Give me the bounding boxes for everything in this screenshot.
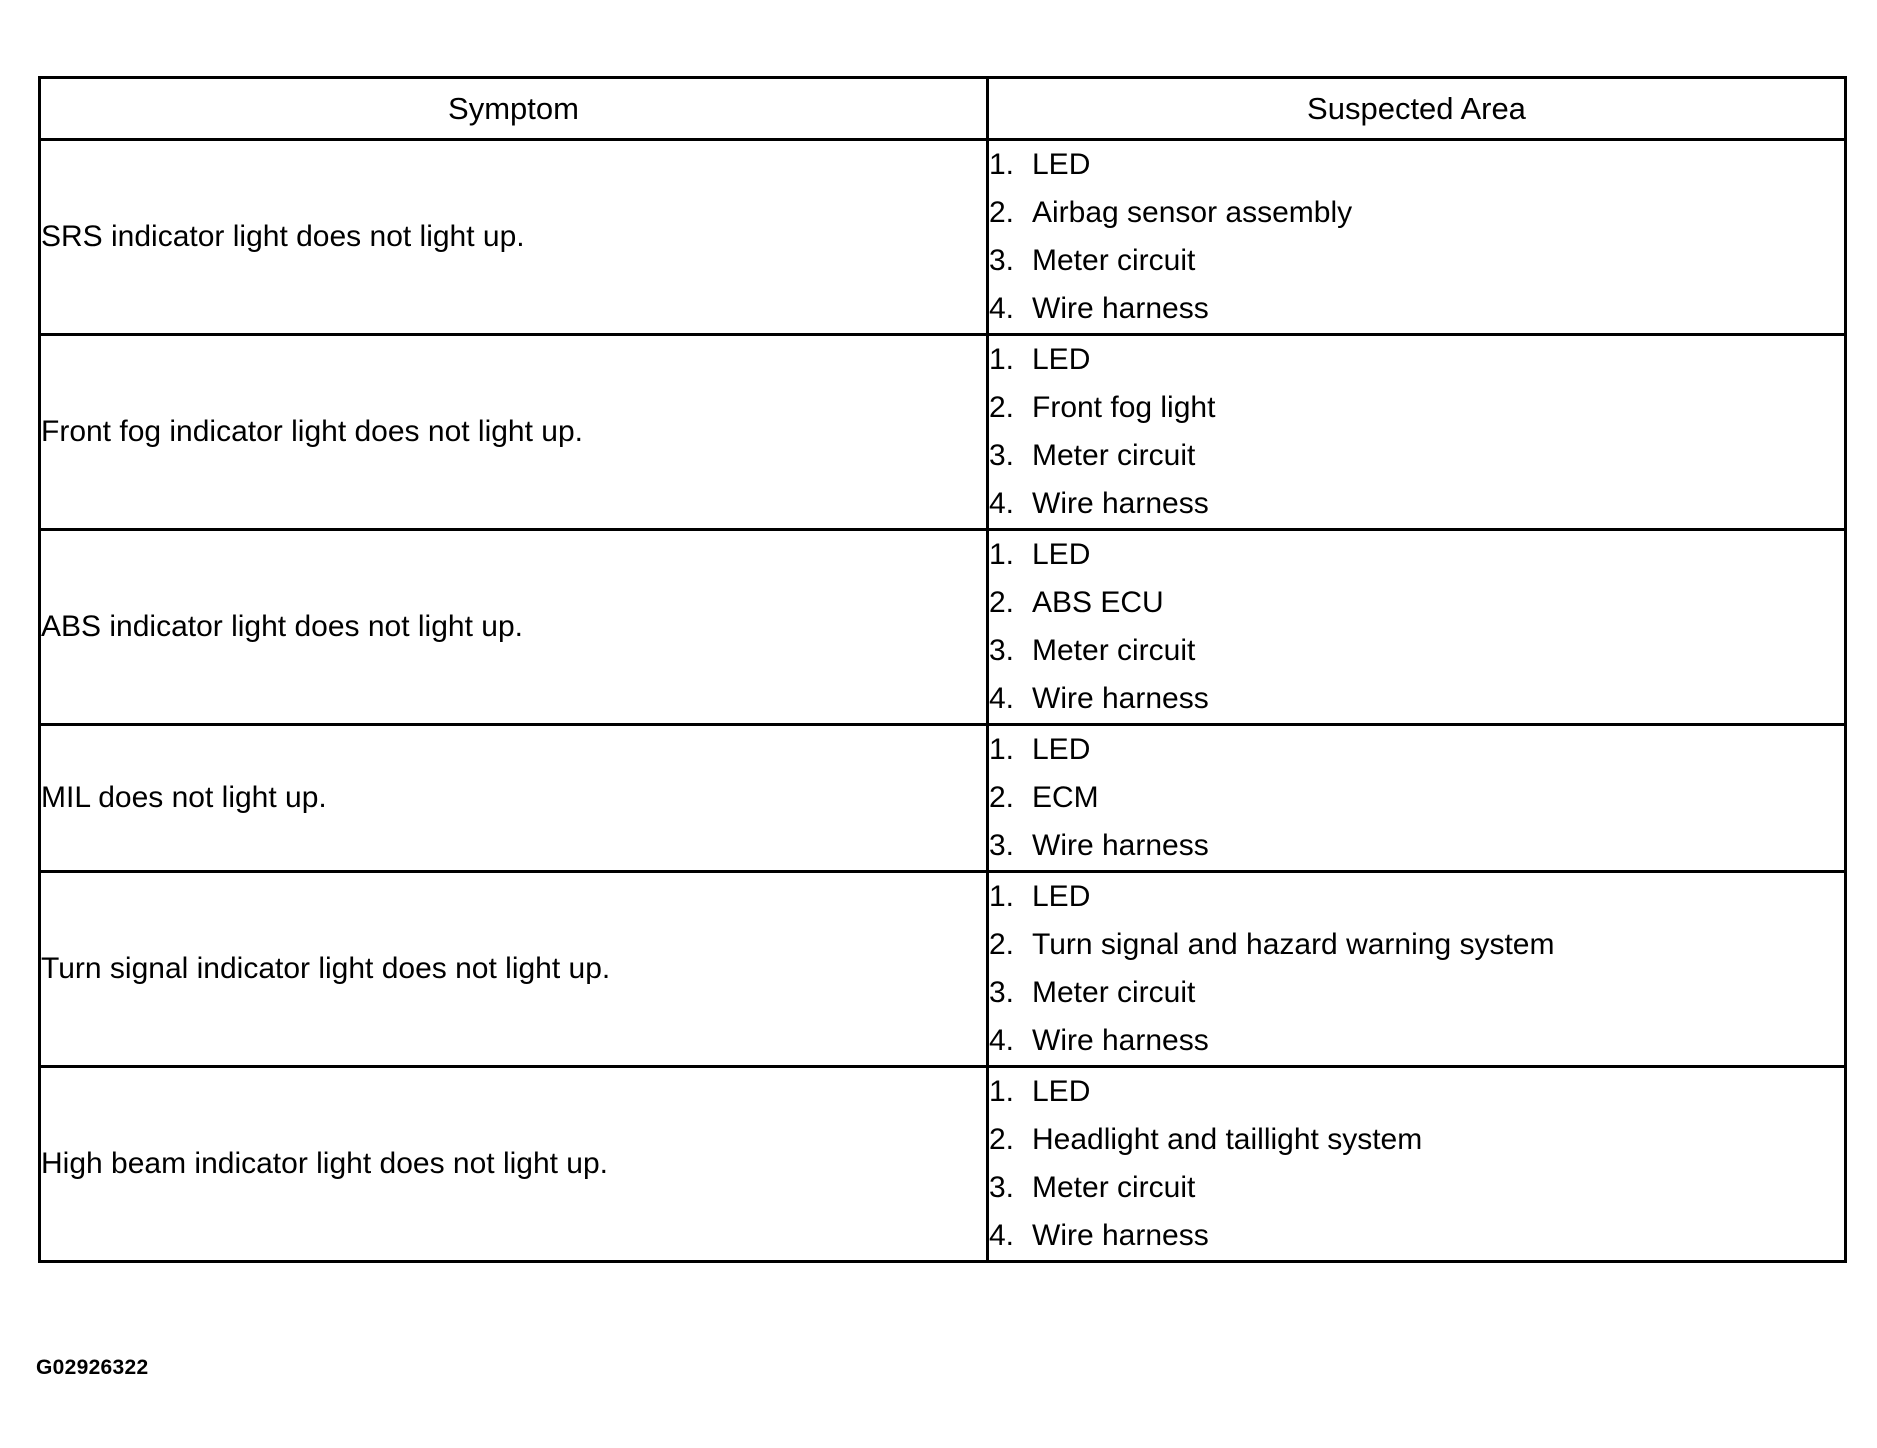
table-row (40, 530, 1846, 725)
list-item-number: 2. (989, 928, 1015, 961)
list-item (989, 480, 1844, 528)
list-item-number: 1. (989, 343, 1015, 376)
list-item-text: LED (1032, 343, 1091, 376)
list-item (989, 1017, 1844, 1065)
list-item-text: LED (1032, 1075, 1091, 1108)
list-item-text: Turn signal and hazard warning system (1032, 928, 1555, 961)
list-item-text: Meter circuit (1032, 976, 1196, 1009)
symptom-table-container (38, 76, 1844, 1263)
list-item-number: 3. (989, 1171, 1015, 1204)
list-item (989, 774, 1844, 822)
list-item-number: 3. (989, 634, 1015, 667)
suspected-area-list (989, 531, 1844, 723)
list-item-text: LED (1032, 880, 1091, 913)
list-item (989, 189, 1844, 237)
list-item-text: LED (1032, 148, 1091, 181)
list-item (989, 237, 1844, 285)
list-item-number: 3. (989, 244, 1015, 277)
table-header-row (40, 78, 1846, 140)
list-item-text: Front fog light (1032, 391, 1216, 424)
suspected-area-cell (988, 140, 1846, 335)
list-item (989, 336, 1844, 384)
table-row (40, 872, 1846, 1067)
list-item-text: LED (1032, 733, 1091, 766)
symptom-cell: High beam indicator light does not light up. (40, 1067, 988, 1262)
suspected-area-list (989, 873, 1844, 1065)
list-item (989, 579, 1844, 627)
list-item-number: 4. (989, 292, 1015, 325)
list-item-number: 4. (989, 487, 1015, 520)
table-row (40, 725, 1846, 872)
list-item-number: 3. (989, 439, 1015, 472)
list-item-text: Meter circuit (1032, 244, 1196, 277)
list-item-number: 2. (989, 1123, 1015, 1156)
figure-id: G02926322 (36, 1356, 149, 1379)
list-item-text: Wire harness (1032, 1219, 1209, 1252)
suspected-area-cell (988, 335, 1846, 530)
list-item (989, 1212, 1844, 1260)
list-item (989, 675, 1844, 723)
list-item-number: 2. (989, 586, 1015, 619)
list-item-number: 2. (989, 196, 1015, 229)
list-item-number: 2. (989, 781, 1015, 814)
list-item-number: 3. (989, 829, 1015, 862)
list-item-text: Airbag sensor assembly (1032, 196, 1353, 229)
list-item-text: Wire harness (1032, 829, 1209, 862)
suspected-area-cell (988, 530, 1846, 725)
list-item-text: LED (1032, 538, 1091, 571)
list-item (989, 432, 1844, 480)
list-item-text: Wire harness (1032, 1024, 1209, 1057)
column-header-suspected-area: Suspected Area (988, 78, 1846, 140)
list-item (989, 1116, 1844, 1164)
suspected-area-list (989, 726, 1844, 870)
suspected-area-cell (988, 725, 1846, 872)
list-item-text: Meter circuit (1032, 439, 1196, 472)
list-item (989, 627, 1844, 675)
list-item (989, 726, 1844, 774)
list-item-text: Meter circuit (1032, 634, 1196, 667)
table-row (40, 1067, 1846, 1262)
symptom-cell: SRS indicator light does not light up. (40, 140, 988, 335)
list-item-number: 4. (989, 1024, 1015, 1057)
suspected-area-cell (988, 1067, 1846, 1262)
list-item (989, 1068, 1844, 1116)
list-item (989, 141, 1844, 189)
list-item-text: Wire harness (1032, 487, 1209, 520)
list-item-number: 1. (989, 1075, 1015, 1108)
suspected-area-list (989, 141, 1844, 333)
list-item-number: 4. (989, 682, 1015, 715)
symptom-cell: MIL does not light up. (40, 725, 988, 872)
list-item-number: 4. (989, 1219, 1015, 1252)
list-item (989, 285, 1844, 333)
list-item-number: 2. (989, 391, 1015, 424)
table-body (40, 140, 1846, 1262)
suspected-area-cell (988, 872, 1846, 1067)
suspected-area-list (989, 1068, 1844, 1260)
table-row (40, 335, 1846, 530)
list-item (989, 531, 1844, 579)
list-item-number: 1. (989, 880, 1015, 913)
suspected-area-list (989, 336, 1844, 528)
list-item-number: 3. (989, 976, 1015, 1009)
list-item-number: 1. (989, 733, 1015, 766)
symptom-table (38, 76, 1847, 1263)
list-item-text: ABS ECU (1032, 586, 1164, 619)
list-item-text: Wire harness (1032, 292, 1209, 325)
symptom-cell: Front fog indicator light does not light up. (40, 335, 988, 530)
list-item-number: 1. (989, 148, 1015, 181)
list-item-text: Headlight and taillight system (1032, 1123, 1423, 1156)
list-item (989, 1164, 1844, 1212)
list-item-text: Meter circuit (1032, 1171, 1196, 1204)
symptom-cell: ABS indicator light does not light up. (40, 530, 988, 725)
list-item-text: Wire harness (1032, 682, 1209, 715)
list-item-text: ECM (1032, 781, 1099, 814)
list-item (989, 384, 1844, 432)
list-item (989, 822, 1844, 870)
column-header-symptom: Symptom (40, 78, 988, 140)
list-item (989, 873, 1844, 921)
symptom-cell: Turn signal indicator light does not light up. (40, 872, 988, 1067)
list-item-number: 1. (989, 538, 1015, 571)
list-item (989, 969, 1844, 1017)
list-item (989, 921, 1844, 969)
table-row (40, 140, 1846, 335)
